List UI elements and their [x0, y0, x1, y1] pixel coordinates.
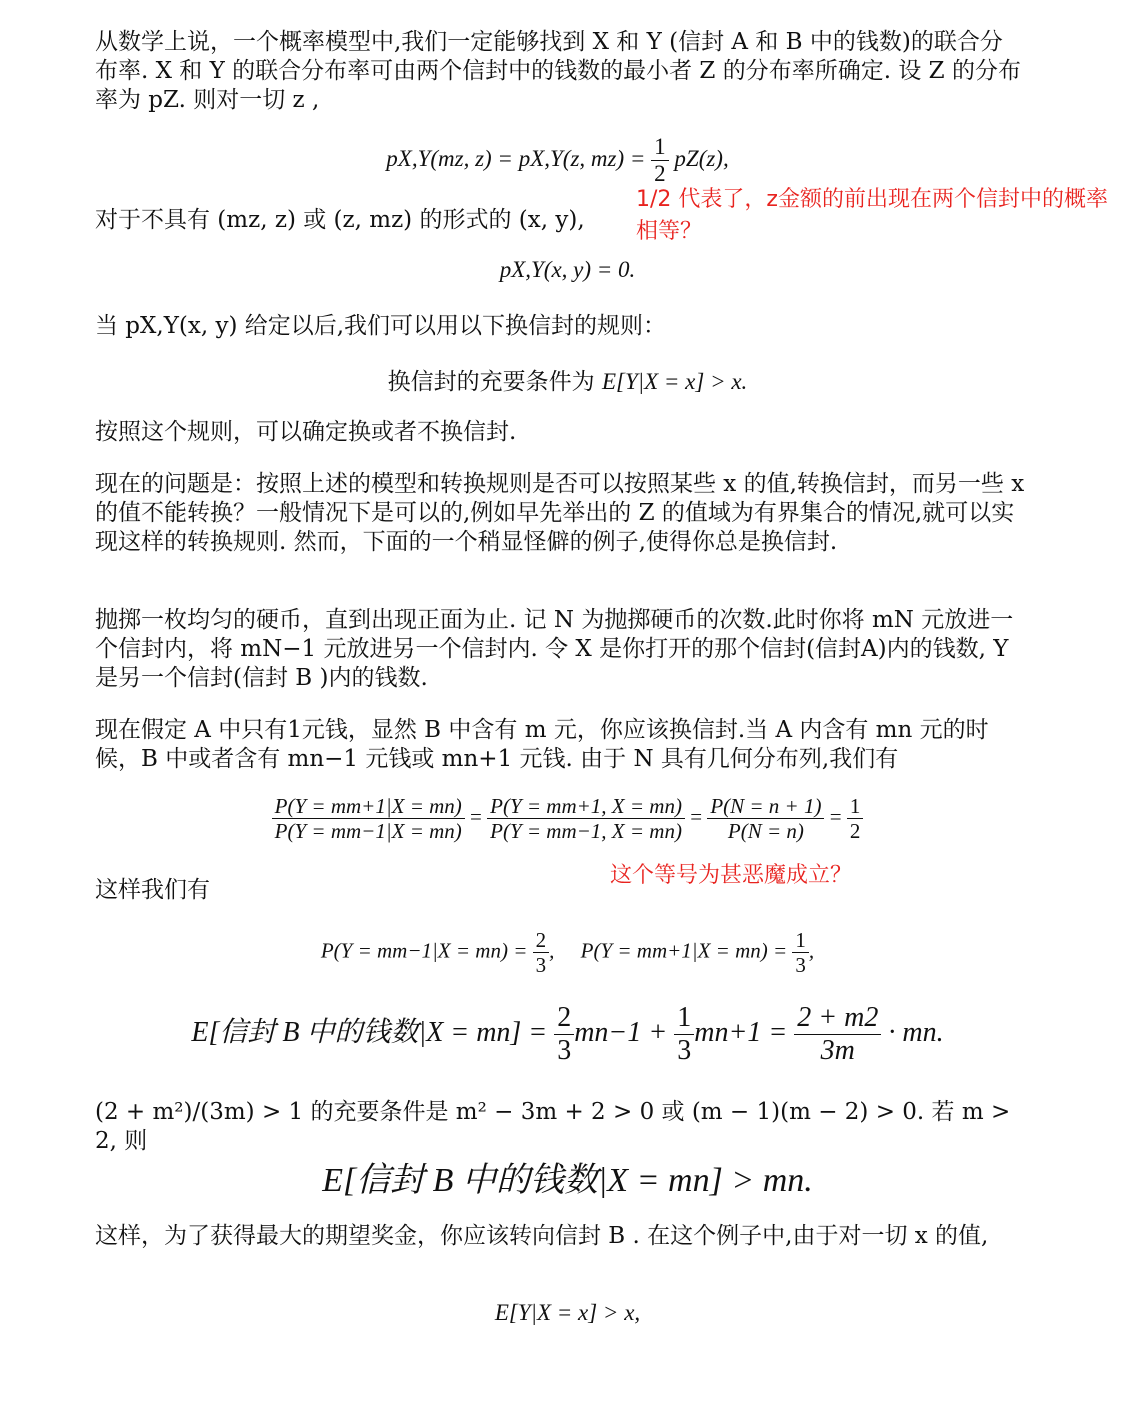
annotation-note-1: 1/2 代表了，z金额的前出现在两个信封中的概率相等？	[636, 187, 1108, 244]
ratio-b-den: P(Y = mm−1, X = mn)	[490, 819, 682, 844]
probability-equations: P(Y = mm−1|X = mn) = $\frac{2}{3}$ , P(Y = mm+1|X = mn) = $\frac{1}{3}$ ,	[320, 928, 815, 978]
rule-equation	[0, 363, 1135, 396]
ratio-a-num: P(Y = mm+1|X = mn)	[272, 794, 465, 819]
eq1-fraction-denominator: 2	[654, 161, 666, 187]
paragraph-7: 现在假定 A 中只有1元钱，显然 B 中含有 m 元，你应该换信封.当 A 内含有 mn 元的时候，B 中或者含有 mn−1 元钱或 mn+1 元钱. 由于 N 具有几何分布列,我们有	[95, 717, 989, 772]
paragraph-10: 这样，为了获得最大的期望奖金，你应该转向信封 B . 在这个例子中,由于对一切 x 的值,	[95, 1223, 989, 1249]
equation-1: pX,Y(mz, z) = pX,Y(z, mz) = $\frac{1}{2}$ pZ(z),	[386, 134, 729, 187]
ratio-a-den: P(Y = mm−1|X = mn)	[274, 819, 462, 844]
eq1-fraction-numerator: 1	[651, 134, 669, 161]
rule-text: 换信封的充要条件为	[387, 369, 595, 395]
annotation-note-2: 这个等号为甚恶魔成立？	[610, 863, 853, 888]
expectation-equation: E[信封 B 中的钱数|X = mn] = $\frac{2}{3}$ mn−1 + $\frac{1}{3}$ mn+1 = $\frac{2 + m2}{3m}$ · mn.	[191, 1002, 944, 1067]
paragraph-4: 按照这个规则，可以确定换或者不换信封.	[95, 419, 517, 445]
paragraph-5: 现在的问题是：按照上述的模型和转换规则是否可以按照某些 x 的值,转换信封，而另一些 x 的值不能转换？一般情况下是可以的,例如早先举出的 Z 的值域为有界集合的情况,就可以实现这样的转换规则. 然而，下面的一个稍显怪僻的例子,使得你总是换信封.	[95, 471, 1025, 555]
paragraph-8: 这样我们有	[95, 877, 210, 903]
ratio-b-num: P(Y = mm+1, X = mn)	[487, 794, 685, 819]
inequality-big: E[信封 B 中的钱数|X = mn] > mn.	[322, 1162, 813, 1199]
ratio-d-num: 1	[847, 794, 864, 819]
paragraph-1: 从数学上说，一个概率模型中,我们一定能够找到 X 和 Y (信封 A 和 B 中的钱数)的联合分布率. X 和 Y 的联合分布率可由两个信封中的钱数的最小者 Z 的分布率所确定. 设 Z 的分布率为 pZ. 则对一切 z ,	[95, 29, 1021, 113]
equation-2: pX,Y(x, y) = 0.	[499, 257, 636, 282]
ratio-d-den: 2	[849, 819, 861, 844]
paragraph-6: 抛掷一枚均匀的硬币，直到出现正面为止. 记 N 为抛掷硬币的次数.此时你将 mN 元放进一个信封内，将 mN−1 元放进另一个信封内. 令 X 是你打开的那个信封(信封A)内的钱数, Y 是另一个信封(信封 B )内的钱数.	[95, 607, 1014, 691]
ratio-equation: $\frac{P(Y = mm+1|X = mn)}{P(Y = mm-1|X = mn)}$ = $\frac{P(Y = mm+1, X = mn)}{P(Y = mm-1, X = mn)}$ = $\frac{P(N = n + 1)}{P(N = n)}$ = $\frac{1}{2}$	[0, 794, 1135, 843]
paragraph-3: 当 pX,Y(x, y) 给定以后,我们可以用以下换信封的规则：	[95, 313, 667, 339]
ratio-c-num: P(N = n + 1)	[707, 794, 824, 819]
rule-math: E[Y|X = x] > x.	[601, 369, 748, 394]
final-equation: E[Y|X = x] > x,	[494, 1300, 641, 1325]
ratio-c-den: P(N = n)	[727, 819, 804, 844]
paragraph-2: 对于不具有 (mz, z) 或 (z, mz) 的形式的 (x, y),	[95, 207, 585, 233]
paragraph-9: (2 + m²)/(3m) > 1 的充要条件是 m² − 3m + 2 > 0 或 (m − 1)(m − 2) > 0. 若 m > 2, 则	[95, 1099, 1011, 1154]
